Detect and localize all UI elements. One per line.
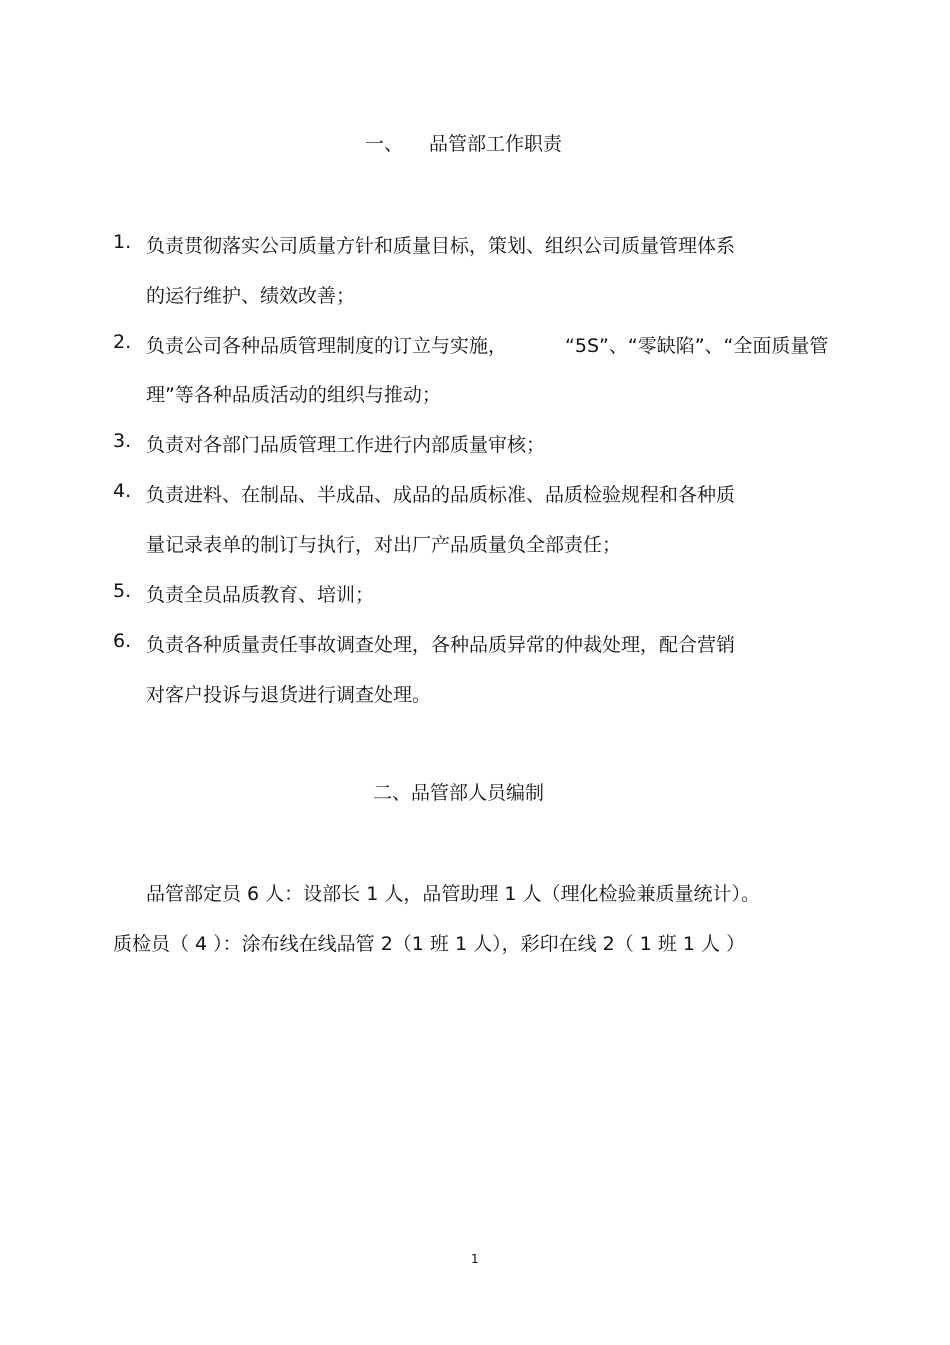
section-2-heading: 二、品管部人员编制: [373, 782, 545, 804]
duty-1-number: 1.: [113, 231, 132, 253]
duty-2-line-1: [146, 331, 828, 358]
duty-6-number: 6.: [113, 630, 132, 652]
duty-6-line-2: 对客户投诉与退货进行调查处理。: [146, 684, 432, 706]
page-number: 1: [471, 1252, 479, 1266]
duty-4-line-2: 量记录表单的制订与执行，对出厂产品质量负全部责任；: [146, 534, 622, 556]
duty-2-number: 2.: [113, 331, 132, 353]
duty-2-line-1a: 负责公司各种品质管理制度的订立与实施，: [146, 335, 508, 357]
section-1-title: 品管部工作职责: [429, 133, 563, 155]
duty-2-line-2: 理”等各种品质活动的组织与推动；: [146, 384, 441, 406]
staffing-line-1: 品管部定员 6 人：设部长 1 人，品管助理 1 人（理化检验兼质量统计）。: [146, 883, 761, 905]
staffing-line-2: 质检员（ 4 ）：涂布线在线品管 2（1 班 1 人），彩印在线 2（ 1 班 1 人 ）: [113, 933, 746, 955]
duty-5-line-1: 负责全员品质教育、培训；: [146, 584, 375, 606]
duty-3-number: 3.: [113, 430, 132, 452]
duty-6-line-1: 负责各种质量责任事故调查处理，各种品质异常的仲裁处理，配合营销: [146, 634, 736, 656]
duty-1-line-1: 负责贯彻落实公司质量方针和质量目标，策划、组织公司质量管理体系: [146, 235, 736, 257]
duty-4-number: 4.: [113, 480, 132, 502]
duty-2-line-1b: “5S”、“零缺陷”、“全面质量管: [565, 335, 829, 357]
section-1-number: 一、: [365, 133, 404, 155]
section-1-heading: [365, 129, 562, 156]
duty-1-line-2: 的运行维护、绩效改善；: [146, 285, 356, 307]
duty-3-line-1: 负责对各部门品质管理工作进行内部质量审核；: [146, 434, 546, 456]
duty-4-line-1: 负责进料、在制品、半成品、成品的品质标准、品质检验规程和各种质: [146, 484, 736, 506]
duty-5-number: 5.: [113, 580, 132, 602]
